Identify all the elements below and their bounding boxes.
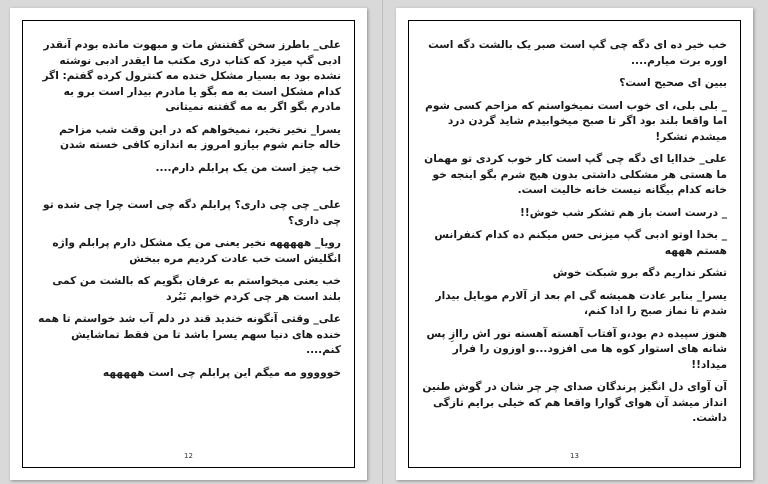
left-page-text [36, 38, 341, 388]
paragraph: خووووو مه میگم این پرابلم چی است هههههه [102, 366, 341, 379]
paragraph: خب خیر ده ای دگه چی گپ است صبر یک بالشت دگه است اوره برت میارم.... [428, 39, 727, 67]
paragraph: علی_ وقتی آنگونه خندید قند در دلم آب شد خواستم تا همه خنده های دنیا سهم یسرا باشد تا من فقط تماشایش کنم.... [38, 313, 341, 356]
page-number: 13 [570, 452, 579, 460]
paragraph: آن آوای دل انگیز پرندگان صدای چر چر شان در گوش طنین انداز میشد آن هوای گوارا واقعا هم که خیلی برایم تازگی داشت. [422, 381, 727, 424]
paragraph: خب یعنی میخواستم به عرفان بگویم که بالشت من کمی بلند است هر چی کردم خوابم نَبُرد [52, 275, 341, 303]
paragraph: _ بلی بلی، ای خوب است نمیخواستم که مزاحم کسی شوم اما واقعا بلند بود اگر تا صبح میخوابیدم شاید گردن درد میشدم تشکر! [425, 99, 727, 143]
paragraph: ببین ای صحیح است؟ [619, 77, 727, 89]
paragraph: خب چیز است من یک پرابلم دارم.... [155, 161, 341, 174]
paragraph: علی_ باطرز سخن گفتنش مات و مبهوت مانده بودم آنقدر ادبی گپ میزد که کتاب دری مکتب ما ایقدر ادبی نوشته نشده بود به بسیار مشکل خنده مه کنترول کرده گفتم: اگر کدام مشکل است به مه بگو یا مادرم بیدار است برو به مادرم بگو اگر به مه گفتنه نمیتانی [42, 39, 341, 113]
page-number: 12 [184, 452, 193, 460]
paragraph: _ بخدا اوتو ادبی گپ میزنی حس میکنم ده کدام کنفرانس هستم هههه [434, 229, 727, 257]
paragraph: یسرا_ بنابر عادت همیشه گی ام بعد از آلارم موبایل بیدار شدم تا نماز صبح را ادا کنم، [435, 289, 727, 317]
spine-divider [382, 0, 383, 484]
paragraph: علی_ خداایا ای دگه چی گپ است کار خوب کردی تو مهمان ما هستی هر مشکلی داشتی بدون هیچ شرم بگو اینجه خو خانه کدام بیگانه نیست خانه خالیت است. [424, 153, 727, 196]
left-page [10, 8, 367, 480]
right-page [396, 8, 753, 480]
right-page-text [422, 38, 727, 434]
paragraph: تشکر نداریم دگه برو شبکت خوش [552, 267, 727, 279]
paragraph: _ درست است باز هم تشکر شب خوش!! [520, 206, 727, 219]
paragraph: علی_ چی چی داری؟ پرابلم دگه چی است چرا چی شده تو چی داری؟ [43, 199, 341, 227]
paragraph: هنوز سپیده دم بود،و آفتاب آهسته آهسته نور اش راازِ پس شانه های استوار کوه ها می افزود...و اوزون را فرار میداد!! [426, 327, 727, 371]
paragraph: یسرا_ نخیر نخیر، نمیخواهم که در این وقت شب مزاحم خاله جانم شوم بیازو امروز به اندازه کافی خسته شدن [59, 123, 341, 151]
paragraph: رویا_ هههههه نخیر یعنی من یک مشکل دارم پرابلم واژه انگلیش است خب عادت کردیم مره ببخش [52, 237, 341, 265]
